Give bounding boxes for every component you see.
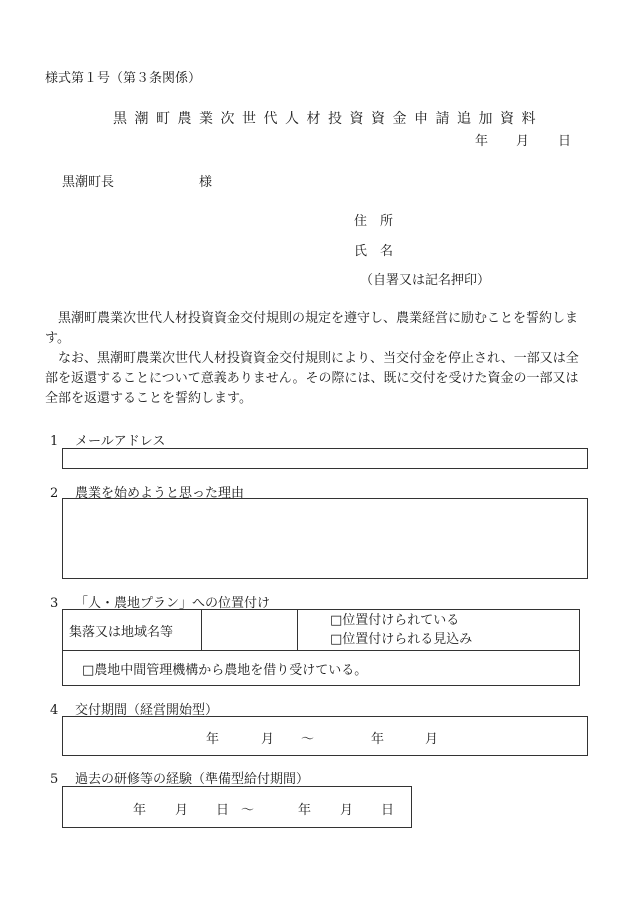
email-input[interactable]	[62, 448, 588, 469]
name-label: 氏 名	[354, 244, 394, 259]
period-start-year: 年	[206, 732, 220, 747]
date-year-label: 年	[475, 134, 489, 149]
form-number: 様式第１号（第３条関係）	[45, 71, 202, 86]
section-number: 1	[50, 434, 59, 449]
date-day-label: 日	[558, 134, 572, 149]
area-label-cell: 集落又は地域名等	[63, 610, 202, 651]
plan-table	[62, 609, 580, 686]
pledge-paragraph-1: 黒潮町農業次世代人材投資資金交付規則の規定を遵守し、農業経営に励むことを誓約します。	[45, 311, 579, 346]
document-title: 黒潮町農業次世代人材投資資金申請追加資料	[113, 111, 543, 127]
section-number: 5	[50, 772, 59, 787]
training-end-day: 日	[381, 803, 395, 818]
training-tilde: ～	[241, 803, 255, 818]
addressee: 黒潮町長	[62, 175, 115, 190]
training-start-year: 年	[133, 803, 147, 818]
period-end-year: 年	[371, 732, 385, 747]
training-start-month: 月	[175, 803, 189, 818]
section-label: 交付期間（経営開始型）	[75, 703, 219, 718]
training-end-month: 月	[340, 803, 354, 818]
date-month-label: 月	[516, 134, 530, 149]
honorific: 様	[199, 175, 213, 190]
section-number: 3	[50, 596, 59, 611]
period-box[interactable]	[62, 716, 588, 756]
plan-status-cell	[298, 610, 580, 651]
section-label: 「人・農地プラン」への位置付け	[75, 596, 271, 611]
training-start-day: 日	[216, 803, 230, 818]
pledge-paragraph-2: なお、黒潮町農業次世代人材投資資金交付規則により、当交付金を停止され、一部又は全部を返還することについて意義ありません。その際には、既に交付を受けた資金の一部又は全部を返還することを誓約します。	[45, 351, 579, 406]
seal-note: （自署又は記名押印）	[360, 273, 491, 288]
address-label: 住 所	[354, 214, 394, 229]
area-input-cell[interactable]	[202, 610, 298, 651]
period-tilde: ～	[301, 732, 315, 747]
section-label: 過去の研修等の経験（準備型給付期間）	[75, 772, 310, 787]
training-end-year: 年	[298, 803, 312, 818]
section-label: 農業を始めようと思った理由	[75, 486, 245, 501]
section-number: 2	[50, 486, 59, 501]
checkbox-farmland-lease[interactable]: □農地中間管理機構から農地を借り受けている。	[82, 662, 368, 678]
farmland-lease-cell	[63, 651, 580, 686]
training-period-box[interactable]	[62, 786, 412, 828]
reason-textarea[interactable]	[62, 498, 588, 579]
period-end-month: 月	[425, 732, 439, 747]
checkbox-plan-expected[interactable]: □位置付けられる見込み	[330, 632, 473, 647]
section-label: メールアドレス	[75, 434, 166, 449]
section-number: 4	[50, 703, 59, 718]
section-email-heading	[50, 430, 165, 449]
period-start-month: 月	[261, 732, 275, 747]
section-training-heading	[50, 768, 309, 787]
checkbox-plan-positioned[interactable]: □位置付けられている	[330, 613, 460, 628]
